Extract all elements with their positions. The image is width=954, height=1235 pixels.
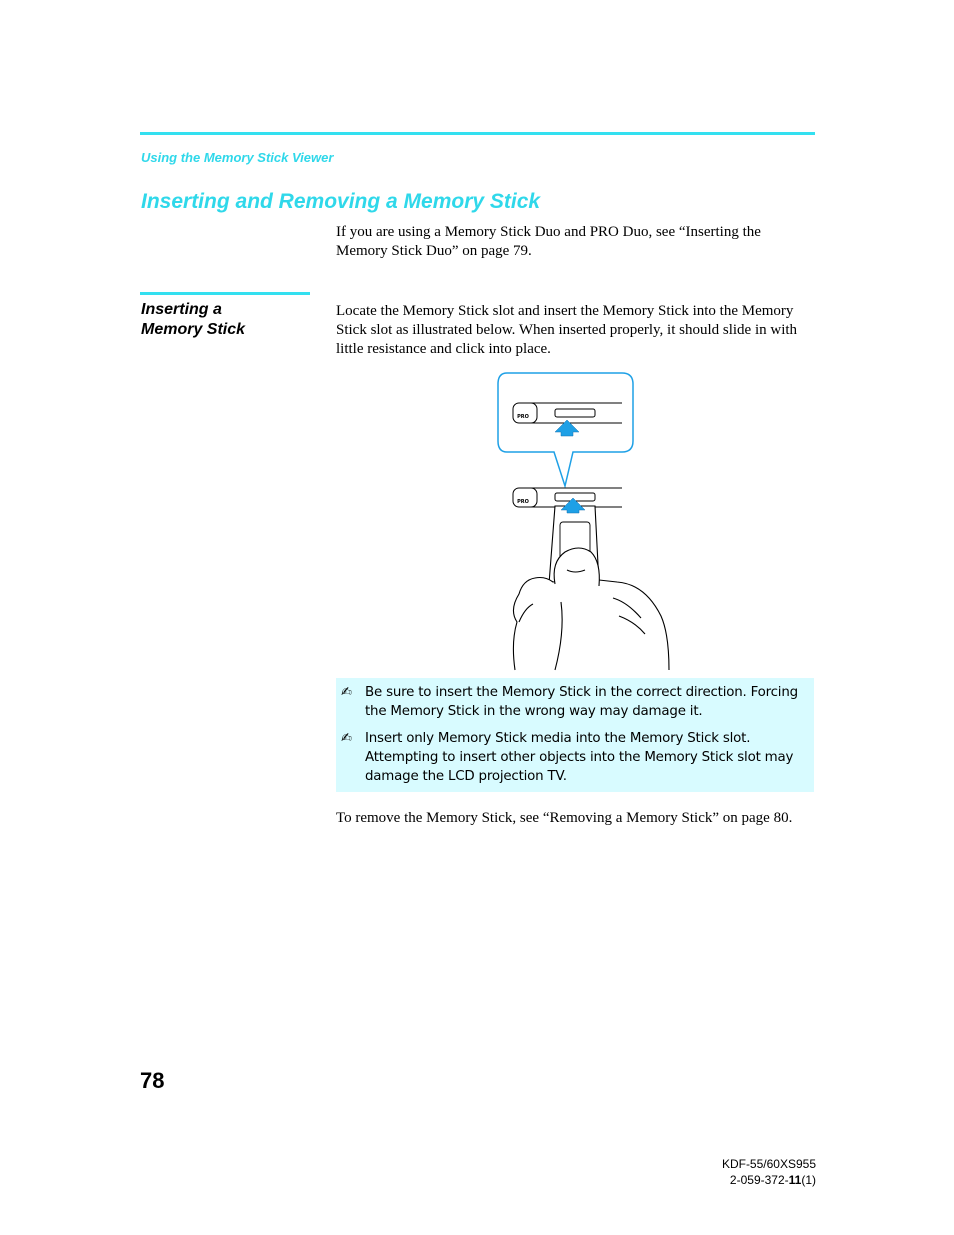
pro-logo-zoom: PRO bbox=[517, 414, 529, 420]
section-heading-line2: Memory Stick bbox=[141, 321, 246, 338]
top-rule bbox=[140, 132, 815, 135]
remove-paragraph: To remove the Memory Stick, see “Removing a Memory Stick” on page 80. bbox=[336, 810, 793, 826]
note-text: Be sure to insert the Memory Stick in the correct direction. Forcing the Memory Stick in the wrong way may damage it. bbox=[365, 685, 798, 719]
footer-code-suffix: (1) bbox=[801, 1173, 816, 1187]
section-heading bbox=[141, 300, 311, 340]
section-heading-line1: Inserting a bbox=[141, 301, 222, 318]
section-paragraph: Locate the Memory Stick slot and insert the Memory Stick into the Memory Stick slot as illustrated below. When inserted properly, it should slide in with little resistance and click into place. bbox=[336, 303, 798, 357]
pencil-note-icon: ✍ bbox=[341, 731, 352, 746]
footer-code bbox=[680, 1172, 816, 1188]
pro-logo: PRO bbox=[517, 499, 529, 505]
intro-paragraph: If you are using a Memory Stick Duo and PRO Duo, see “Inserting the Memory Stick Duo” on page 79. bbox=[336, 224, 761, 259]
footer bbox=[680, 1156, 816, 1188]
notes-panel bbox=[336, 678, 814, 792]
memory-stick-illustration bbox=[495, 372, 680, 672]
page-title: Inserting and Removing a Memory Stick bbox=[141, 190, 541, 213]
note-item bbox=[336, 729, 814, 786]
pencil-note-icon: ✍ bbox=[341, 685, 352, 700]
insertion-diagram bbox=[495, 372, 680, 672]
running-head: Using the Memory Stick Viewer bbox=[141, 150, 334, 165]
note-text: Insert only Memory Stick media into the Memory Stick slot. Attempting to insert other objects into the Memory Stick slot may damage the LCD projection TV. bbox=[365, 731, 794, 784]
footer-code-prefix: 2-059-372- bbox=[729, 1173, 789, 1187]
footer-model: KDF-55/60XS955 bbox=[721, 1157, 816, 1171]
section-rule bbox=[140, 292, 310, 295]
hand-drawing bbox=[513, 548, 669, 670]
page-number: 78 bbox=[140, 1068, 165, 1093]
footer-code-bold: 11 bbox=[788, 1173, 802, 1187]
note-item bbox=[336, 683, 814, 721]
